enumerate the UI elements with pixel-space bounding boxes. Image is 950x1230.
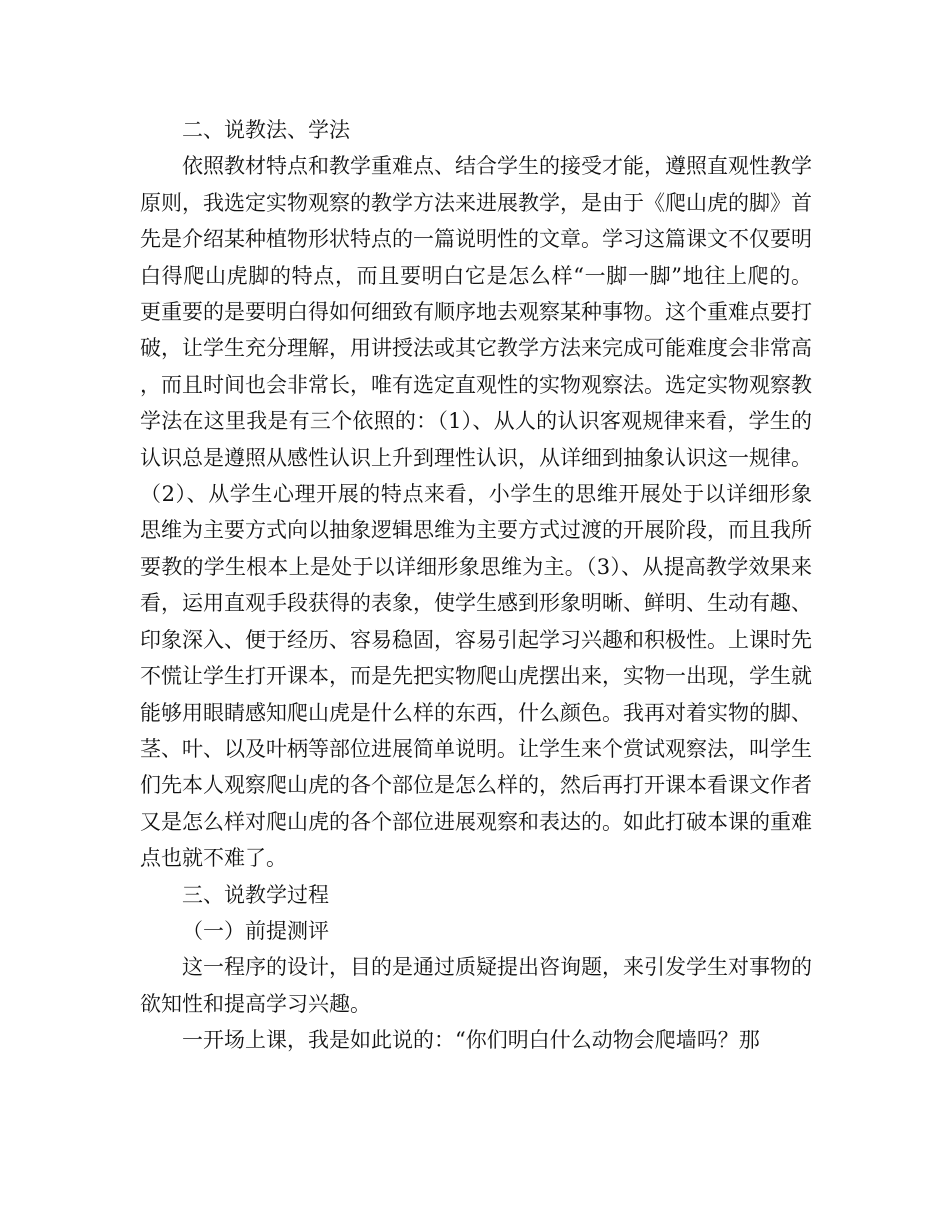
document-body (140, 112, 812, 1059)
subsection-heading-assessment: （一）前提测评 (182, 918, 329, 943)
paragraph-teaching-methods: 依照教材特点和教学重难点、结合学生的接受才能，遵照直观性教学原则，我选定实物观察的教学方法来进展教学，是由于《爬山虎的脚》首先是介绍某种植物形状特点的一篇说明性的文章。学习这篇课文不仅要明白得爬山虎脚的特点，而且要明白它是怎么样“一脚一脚”地往上爬的。更重要的是要明白得如何细致有顺序地去观察某种事物。这个重难点要打破，让学生充分理解，用讲授法或其它教学方法来完成可能难度会非常高，而且时间也会非常长，唯有选定直观性的实物观察法。选定实物观察教学法在这里我是有三个依照的：（1）、从人的认识客观规律来看，学生的认识总是遵照从感性认识上升到理性认识，从详细到抽象认识这一规律。（2）、从学生心理开展的特点来看，小学生的思维开展处于以详细形象思维为主要方式向以抽象逻辑思维为主要方式过渡的开展阶段，而且我所要教的学生根本上是处于以详细形象思维为主。（3）、从提高教学效果来看，运用直观手段获得的表象，使学生感到形象明晰、鲜明、生动有趣、印象深入、便于经历、容易稳固，容易引起学习兴趣和积极性。上课时先不慌让学生打开课本，而是先把实物爬山虎摆出来，实物一出现，学生就能够用眼睛感知爬山虎是什么样的东西，什么颜色。我再对着实物的脚、茎、叶、以及叶柄等部位进展简单说明。让学生来个赏试观察法，叫学生们先本人观察爬山虎的各个部位是怎么样的，然后再打开课本看课文作者又是怎么样对爬山虎的各个部位进展观察和表达的。如此打破本课的重难点也就不难了。 (140, 154, 812, 871)
paragraph-assessment-purpose: 这一程序的设计，目的是通过质疑提出咨询题，来引发学生对事物的欲知性和提高学习兴趣。 (140, 955, 812, 1016)
section-heading-teaching-process: 三、说教学过程 (182, 882, 329, 907)
section-heading-teaching-methods: 二、说教法、学法 (182, 118, 350, 142)
paragraph-class-opening: 一开场上课，我是如此说的：“你们明白什么动物会爬墙吗？那 (182, 1028, 760, 1053)
